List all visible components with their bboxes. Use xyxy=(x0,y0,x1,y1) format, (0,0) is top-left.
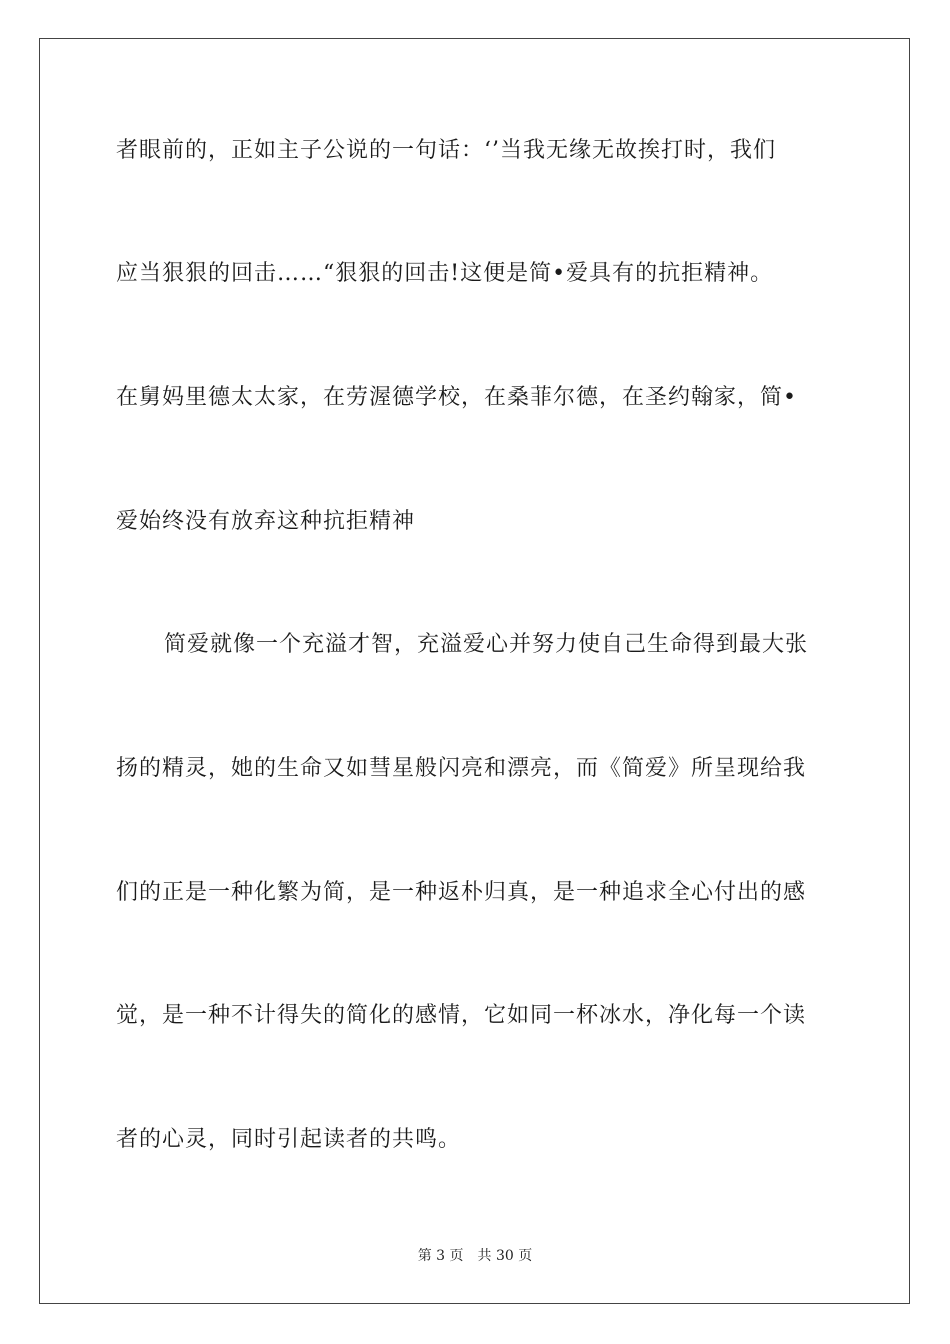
text-line: 者的心灵，同时引起读者的共鸣。 xyxy=(116,1127,462,1152)
page-footer xyxy=(0,1246,950,1266)
page-frame xyxy=(39,38,910,1304)
text-line: 们的正是一种化繁为简，是一种返朴归真，是一种追求全心付出的感 xyxy=(116,880,807,905)
text-line: 扬的精灵，她的生命又如彗星般闪亮和漂亮，而《简爱》所呈现给我 xyxy=(116,756,807,781)
page-total: 共 30 页 xyxy=(477,1248,533,1264)
text-line: 应当狠狠的回击……“狠狠的回击!这便是简•爱具有的抗拒精神。 xyxy=(116,261,774,286)
page-number: 第 3 页 xyxy=(417,1248,464,1264)
paragraph-first-line: 简爱就像一个充溢才智，充溢爱心并努力使自己生命得到最大张 xyxy=(164,632,809,657)
text-line: 在舅妈里德太太家，在劳渥德学校，在桑菲尔德，在圣约翰家，简• xyxy=(116,385,797,410)
text-line: 觉，是一种不计得失的简化的感情，它如同一杯冰水，净化每一个读 xyxy=(116,1003,807,1028)
text-line: 者眼前的，正如主子公说的一句话：‘’当我无缘无故挨打时，我们 xyxy=(116,138,776,163)
text-line: 爱始终没有放弃这种抗拒精神 xyxy=(116,509,416,534)
